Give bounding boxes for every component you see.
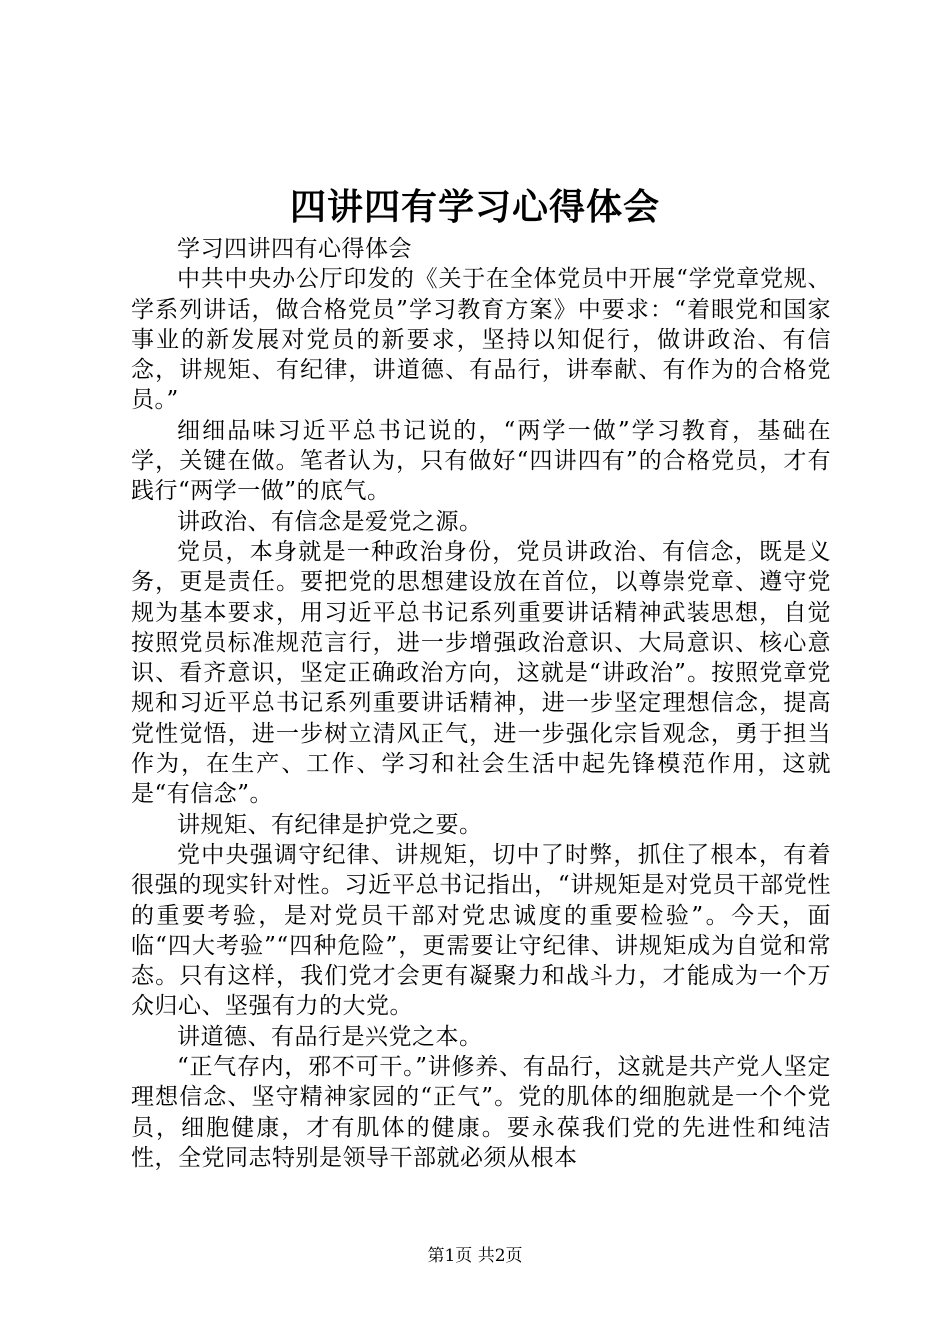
body-paragraph: 党员，本身就是一种政治身份，党员讲政治、有信念，既是义务，更是责任。要把党的思想建设放在首位，以尊崇党章、遵守党规为基本要求，用习近平总书记系列重要讲话精神武装思想，自觉按照党员标准规范言行，进一步增强政治意识、大局意识、核心意识、看齐意识，坚定正确政治方向，这就是“讲政治”。按照党章党规和习近平总书记系列重要讲话精神，进一步坚定理想信念，提高党性觉悟，进一步树立清风正气，进一步强化宗旨观念，勇于担当作为，在生产、工作、学习和社会生活中起先锋模范作用，这就是“有信念”。 xyxy=(131,538,831,808)
body-paragraph: 党中央强调守纪律、讲规矩，切中了时弊，抓住了根本，有着很强的现实针对性。习近平总书记指出，“讲规矩是对党员干部党性的重要考验，是对党员干部对党忠诚度的重要检验”。今天，面临“四大考验”“四种危险”，更需要让守纪律、讲规矩成为自觉和常态。只有这样，我们党才会更有凝聚力和战斗力，才能成为一个万众归心、坚强有力的大党。 xyxy=(131,841,831,1020)
page-number-footer: 第1页 共2页 xyxy=(427,1246,523,1266)
body-paragraph: “正气存内，邪不可干。”讲修养、有品行，这就是共产党人坚定理想信念、坚守精神家园的“正气”。党的肌体的细胞就是一个个党员，细胞健康，才有肌体的健康。要永葆我们党的先进性和纯洁性，全党同志特别是领导干部就必须从根本 xyxy=(131,1054,831,1171)
section-heading: 讲规矩、有纪律是护党之要。 xyxy=(177,811,483,838)
document-title: 四讲四有学习心得体会 xyxy=(289,186,660,228)
body-paragraph: 细细品味习近平总书记说的，“两学一做”学习教育，基础在学，关键在做。笔者认为，只有做好“四讲四有”的合格党员，才有践行“两学一做”的底气。 xyxy=(131,417,831,505)
section-heading: 讲政治、有信念是爱党之源。 xyxy=(177,508,483,535)
section-heading: 讲道德、有品行是兴党之本。 xyxy=(177,1023,483,1050)
body-paragraph: 中共中央办公厅印发的《关于在全体党员中开展“学党章党规、学系列讲话，做合格党员”学习教育方案》中要求：“着眼党和国家事业的新发展对党员的新要求，坚持以知促行，做讲政治、有信念，讲规矩、有纪律，讲道德、有品行，讲奉献、有作为的合格党员。” xyxy=(131,266,831,414)
document-body xyxy=(131,234,831,1173)
body-paragraph: 学习四讲四有心得体会 xyxy=(177,236,412,262)
